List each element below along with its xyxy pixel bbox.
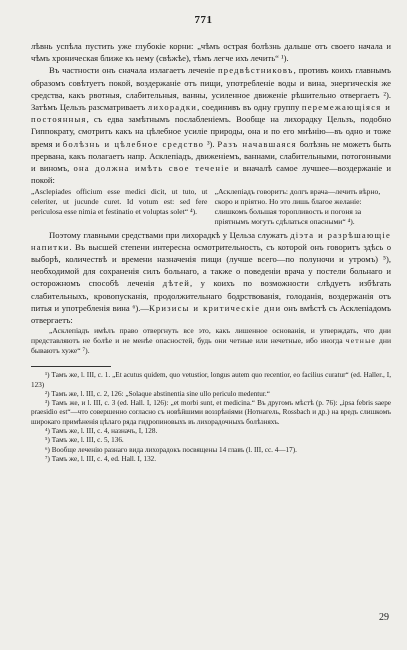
text-run: . Въ высшей степени интересна осмотрительность, съ которой онъ говоритъ здѣсь о выборѣ, количествѣ и времени назначенія пищи (лучше всего—по полуночи и утромъ) ⁵), необходимой для сохраненія силъ больнаго, а также о поведеніи врача у постели больнаго и осторожномъ способѣ леченія (31, 241, 391, 289)
text-run: дни бываютъ хуже“ ⁷). (31, 336, 392, 356)
text-run: ³). (204, 138, 218, 149)
text-run: онъ вмѣстѣ съ Асклепіадомъ отвергаетъ: (31, 302, 391, 326)
page-number: 771 (194, 14, 213, 26)
paragraph-diet (31, 229, 391, 327)
footnote: ⁵) Тамъ же, l. III, с. 5, 136. (45, 436, 124, 445)
text-run: , съ едва замѣтнымъ послабленіемъ. Вообще на лихорадку Цельзъ, подобно Гиппократу, смотритъ какъ на цѣлебное усиліе природы, она и по его мнѣнію—въ одно и тоже время и (31, 114, 391, 149)
text-run: и вначалѣ самое лучшее—воздержаніе и покой: (31, 163, 391, 186)
text-line: легче ихъ лечить“ ¹). (213, 53, 289, 64)
spaced-term: предвѣстниковъ (217, 65, 294, 76)
text-run: , соединивъ въ одну группу (197, 102, 302, 113)
russian-quote: „Асклепіадъ говоритъ: долгъ врача—лечить вѣрно, скоро и пріятно. Но это лишь благое желаніе: слишкомъ большая торопливость и погоня за пріятнымъ могутъ сдѣлаться опасными“ ⁴). (214, 187, 381, 226)
footnote: ³) Тамъ же, и l. III, c. 3 (ed. Hall. I, 126): „et morbi sunt, et medicina.“ Въ другомъ мѣстѣ (p. 76): „ipsa febris saepe praesidio est“—что совершенно согласно съ новѣйшими воззрѣніями (Нотнагель, Rossbach и др.) на вредъ слишкомъ широкаго примѣненія цѣлаго ряда гидропиновыхъ въ лихорадочныхъ болѣзняхъ. (31, 399, 391, 426)
spaced-term: перемежающіяся и постоянныя (31, 102, 391, 125)
footnote: ⁶) Вообще леченію разнаго вида лихорадокъ посвящены 14 главъ (l. III, сс. 4—17). (45, 445, 297, 454)
text-line: лѣвнь успѣла пустить уже глубокіе корни: „чѣмъ острая болѣзнь дальше (31, 41, 312, 51)
parallel-quote (31, 187, 391, 226)
text-run: , противъ коихъ главнымъ образомъ совѣтуетъ покой, воздержаніе отъ пищи, употребленіе воды и вина, энергическія же средства, какъ рвотныя, слабительныя, ванны, усиленное движеніе рѣшительно отвергаетъ ²). Затѣмъ Цельзъ разсматриваетъ (31, 65, 391, 113)
latin-quote: „Asclepiades officium esse medici dicit, ut tuto, ut celeriter, ut jucunde curet. Id votum est: sed fere periculosa esse nimia et festinatio et voluptas solet“ ⁴). (31, 187, 208, 217)
text-run: Поэтому главными средствами при лихорадкѣ у Цельза служатъ (49, 229, 291, 240)
spaced-term: діэта и разрѣшающіе напитки (31, 229, 391, 252)
footnote: ⁷) Тамъ же, l. III, с. 4, ed. Hall. I, 132. (45, 454, 157, 463)
spaced-term: четные (345, 336, 376, 346)
spaced-term: Разъ начавшаяся (217, 138, 297, 149)
spaced-term: болѣзнь и цѣлебное средство (62, 138, 205, 149)
text-run: , у коихъ по возможности слѣдуетъ избѣгать слабительныхъ, кровопусканія, продолжительнаго бодрствованія, голоданія, воздержанія отъ питья и употребленія вина ⁶).— (31, 278, 391, 313)
spaced-term: Кризисы и критическіе дни (148, 302, 282, 313)
footnote: ²) Тамъ же, l. III, с. 2, 126: „Solaque abstinentia sine ullo periculo medentur.“ (45, 389, 270, 398)
text-run: болѣзнь не можетъ быть прервана, какъ полагаетъ напр. Асклепіадъ, движеніемъ, ваннами, слабительными, потогонными и виномъ, (31, 138, 391, 174)
footnote: ¹) Тамъ же, l. III, с. 1. „Et acutus quidem, quo vetustior, longus autem quo recentior, eo facilius curatur“ (ed. Haller., I, 123) (31, 371, 391, 389)
text-line: отъ своего начала и чѣмъ хроническая ближе къ нему (свѣжѣе), тѣмъ (31, 41, 391, 64)
main-text (31, 40, 391, 464)
text-run: „Асклепіадъ имѣлъ право отвергнуть все это, какъ лишенное основанія, и утверждать, что дни представляютъ не болѣе и не менѣе опасностей, будь они четные или нечетные, ибо иногда (31, 326, 391, 346)
spaced-term: она должна имѣть свое теченіе (73, 163, 230, 174)
spaced-term: лихорадки (147, 102, 198, 113)
footnotes (31, 371, 391, 464)
paragraph-prodromes (31, 64, 391, 186)
paragraph-continued (31, 40, 391, 64)
spaced-term: дѣтей (162, 278, 191, 289)
footnote: ⁴) Тамъ же, l. III, с. 4, назначъ, I, 128. (45, 427, 158, 436)
text-run: Въ частности онъ сначала излагаетъ леченіе (49, 65, 218, 76)
footnote-divider (31, 366, 111, 367)
block-quote (31, 326, 391, 356)
signature-mark: 29 (379, 612, 389, 623)
